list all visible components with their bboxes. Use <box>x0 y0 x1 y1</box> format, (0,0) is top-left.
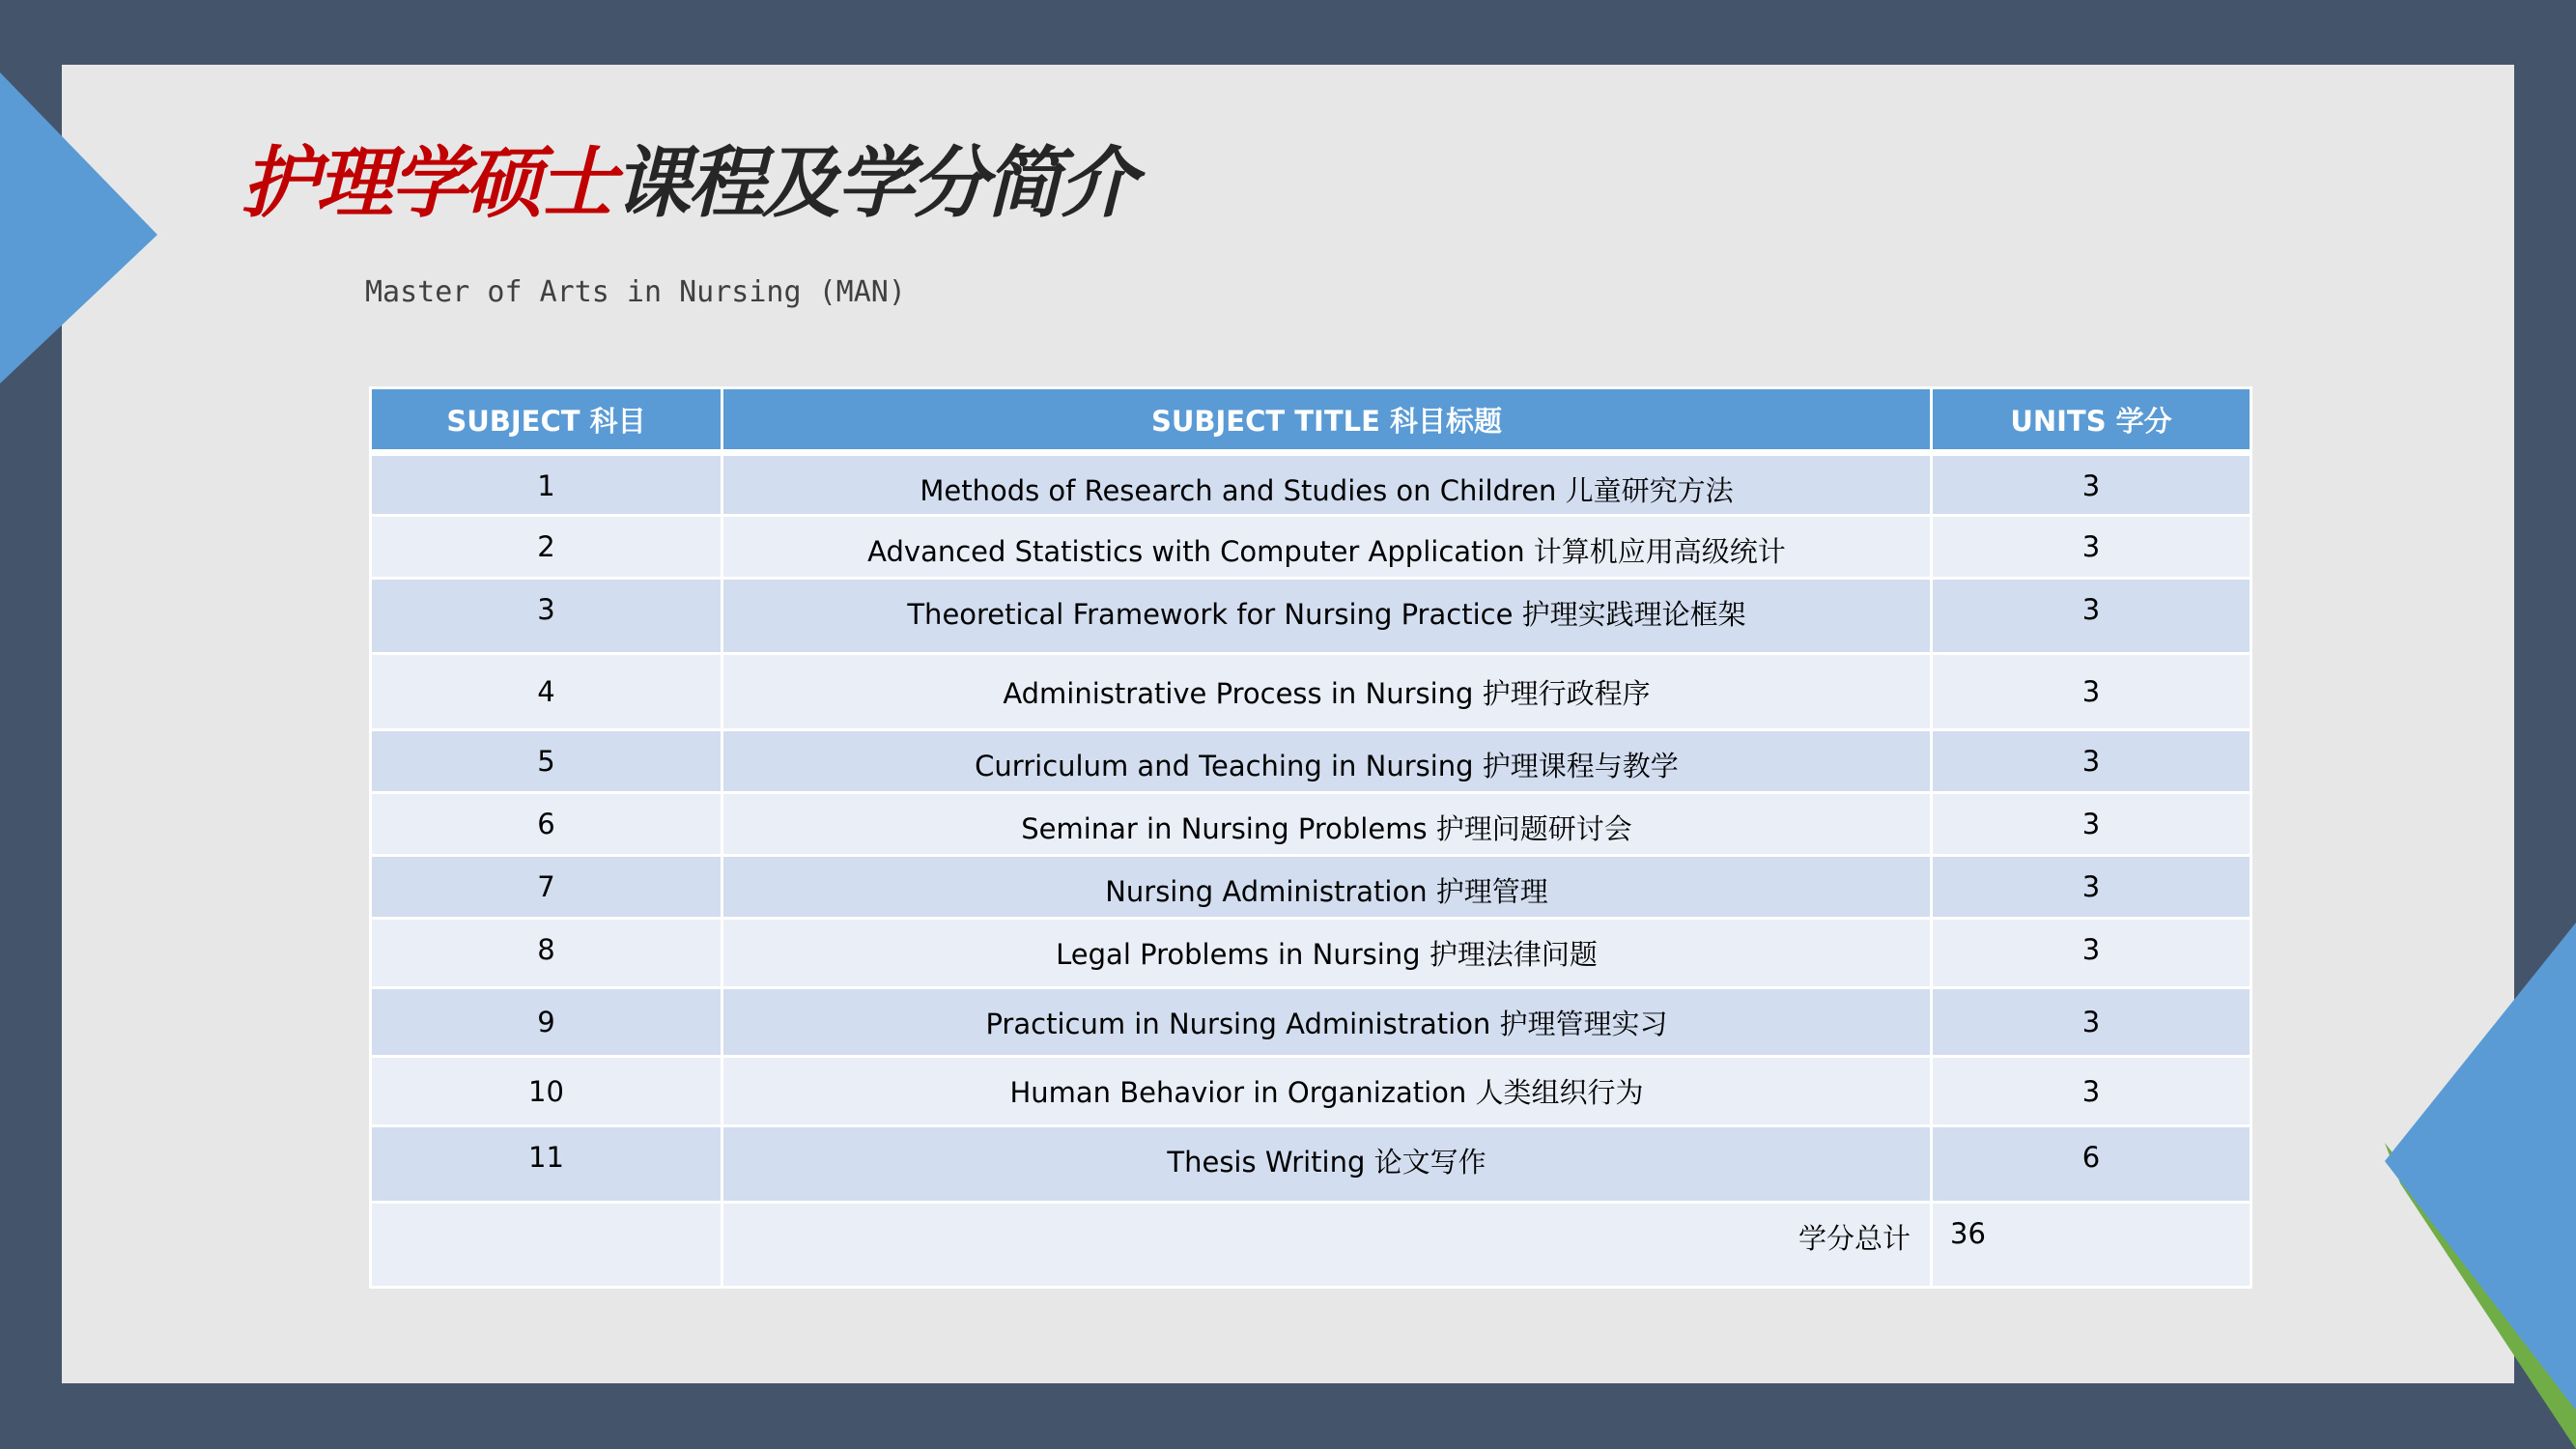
subject-title: Curriculum and Teaching in Nursing 护理课程与教学 <box>722 730 1932 793</box>
subject-title: Legal Problems in Nursing 护理法律问题 <box>722 919 1932 988</box>
subject-title: Theoretical Framework for Nursing Practice 护理实践理论框架 <box>722 579 1932 654</box>
left-triangle-decoration <box>0 68 159 386</box>
subject-number: 10 <box>371 1057 722 1126</box>
subject-title: Practicum in Nursing Administration 护理管理实习 <box>722 988 1932 1057</box>
page-title <box>241 135 1134 232</box>
subject-units: 3 <box>1932 453 2251 516</box>
subject-units: 3 <box>1932 856 2251 919</box>
subject-units: 3 <box>1932 1057 2251 1126</box>
subject-units: 3 <box>1932 730 2251 793</box>
subject-number: 8 <box>371 919 722 988</box>
course-table <box>369 386 2252 1289</box>
header-subject-title: SUBJECT TITLE 科目标题 <box>722 388 1932 453</box>
table-row <box>371 919 2251 988</box>
header-subject: SUBJECT 科目 <box>371 388 722 453</box>
subject-number: 5 <box>371 730 722 793</box>
table-row <box>371 856 2251 919</box>
table-total-row <box>371 1203 2251 1288</box>
subject-title: Administrative Process in Nursing 护理行政程序 <box>722 654 1932 730</box>
table-row <box>371 988 2251 1057</box>
total-value: 36 <box>1932 1203 2251 1288</box>
subject-number: 11 <box>371 1126 722 1203</box>
table-row <box>371 1126 2251 1203</box>
total-label: 学分总计 <box>722 1203 1932 1288</box>
subject-units: 3 <box>1932 516 2251 579</box>
total-empty-cell <box>371 1203 722 1288</box>
subject-title: Human Behavior in Organization 人类组织行为 <box>722 1057 1932 1126</box>
subject-number: 6 <box>371 793 722 856</box>
subject-units: 3 <box>1932 919 2251 988</box>
subject-units: 3 <box>1932 793 2251 856</box>
subject-title: Nursing Administration 护理管理 <box>722 856 1932 919</box>
subject-units: 3 <box>1932 988 2251 1057</box>
table-row <box>371 793 2251 856</box>
subject-number: 9 <box>371 988 722 1057</box>
subject-number: 1 <box>371 453 722 516</box>
subject-number: 2 <box>371 516 722 579</box>
table-row <box>371 516 2251 579</box>
subject-units: 3 <box>1932 579 2251 654</box>
subject-title: Advanced Statistics with Computer Application 计算机应用高级统计 <box>722 516 1932 579</box>
subject-title: Seminar in Nursing Problems 护理问题研讨会 <box>722 793 1932 856</box>
page-subtitle: Master of Arts in Nursing (MAN) <box>365 275 906 309</box>
table-row <box>371 654 2251 730</box>
table-row <box>371 579 2251 654</box>
subject-number: 7 <box>371 856 722 919</box>
subject-number: 4 <box>371 654 722 730</box>
table-header-row <box>371 388 2251 453</box>
table-row <box>371 1057 2251 1126</box>
subject-units: 3 <box>1932 654 2251 730</box>
title-rest: 课程及学分简介 <box>613 138 1134 228</box>
title-highlight: 护理学硕士 <box>241 138 613 228</box>
subject-units: 6 <box>1932 1126 2251 1203</box>
header-units: UNITS 学分 <box>1932 388 2251 453</box>
subject-title: Methods of Research and Studies on Children 儿童研究方法 <box>722 453 1932 516</box>
subject-title: Thesis Writing 论文写作 <box>722 1126 1932 1203</box>
bottom-right-corner-decoration <box>2381 923 2576 1449</box>
subject-number: 3 <box>371 579 722 654</box>
table-row <box>371 730 2251 793</box>
table-row <box>371 453 2251 516</box>
